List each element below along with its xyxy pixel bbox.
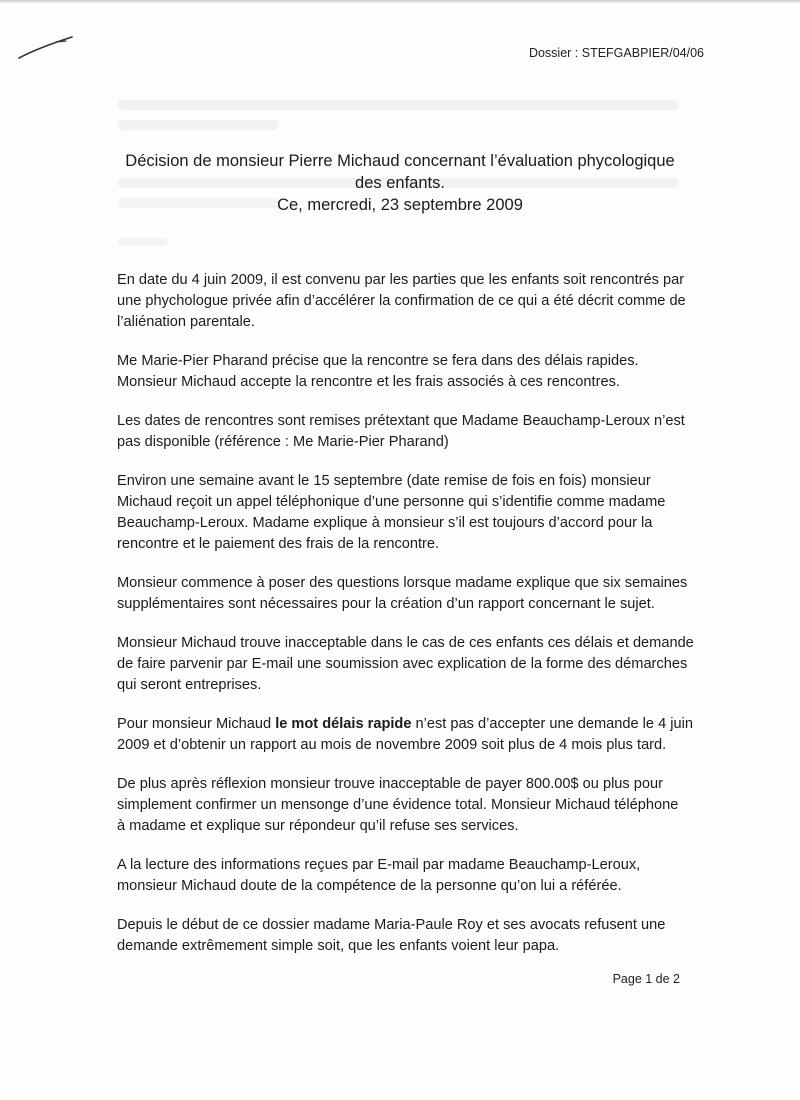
paragraph-line: Depuis le début de ce dossier madame Maria-Paule Roy et ses avocats refusent une [117, 917, 666, 933]
paragraph-line: Les dates de rencontres sont remises prétextant que Madame Beauchamp-Leroux n’est [117, 413, 685, 429]
paragraph-line: Michaud reçoit un appel téléphonique d’une personne qui s’identifie comme madame [117, 494, 666, 510]
paragraph [117, 471, 717, 555]
paragraph-line: Monsieur Michaud accepte la rencontre et les frais associés à ces rencontres. [117, 374, 620, 390]
paragraph-line: demande extrêmement simple soit, que les enfants voient leur papa. [117, 938, 560, 954]
document-title [100, 150, 700, 216]
paragraph-line: l’aliénation parentale. [117, 314, 255, 330]
title-line-2: des enfants. [355, 174, 445, 192]
paragraph-line: simplement confirmer un mensonge d’une évidence total. Monsieur Michaud téléphone [117, 797, 679, 813]
paragraph [117, 573, 717, 615]
paragraph-line: Monsieur commence à poser des questions lorsque madame explique que six semaines [117, 575, 688, 591]
paragraph [117, 633, 717, 696]
pen-stroke-mark [16, 32, 76, 62]
title-date: Ce, mercredi, 23 septembre 2009 [277, 196, 523, 214]
title-line-1: Décision de monsieur Pierre Michaud concernant l’évaluation phycologique [125, 152, 675, 170]
paragraph-line: monsieur Michaud doute de la compétence de la personne qu’on lui a référée. [117, 878, 622, 894]
text-run: n’est pas d’accepter une demande le 4 juin [411, 716, 693, 732]
paragraph-line: Beauchamp-Leroux. Madame explique à monsieur s’il est toujours d’accord pour la [117, 515, 653, 531]
bold-phrase: le mot délais rapide [275, 716, 412, 732]
paragraph-line: Environ une semaine avant le 15 septembre (date remise de fois en fois) monsieur [117, 473, 651, 489]
paragraph-line: qui seront entreprises. [117, 677, 262, 693]
paragraph-line: Monsieur Michaud trouve inacceptable dans le cas de ces enfants ces délais et demande [117, 635, 694, 651]
page-number: Page 1 de 2 [612, 972, 680, 986]
paragraph-line: de faire parvenir par E-mail une soumission avec explication de la forme des démarches [117, 656, 688, 672]
text-run: Pour monsieur Michaud [117, 716, 276, 732]
paragraph-line: A la lecture des informations reçues par E-mail par madame Beauchamp-Leroux, [117, 857, 641, 873]
paragraph-line: supplémentaires sont nécessaires pour la création d’un rapport concernant le sujet. [117, 596, 655, 612]
paragraph-line: Me Marie-Pier Pharand précise que la rencontre se fera dans des délais rapides. [117, 353, 639, 369]
scan-edge [0, 0, 800, 3]
paragraph-line: De plus après réflexion monsieur trouve inacceptable de payer 800.00$ ou plus pour [117, 776, 663, 792]
document-body [117, 270, 717, 975]
paragraph-line: En date du 4 juin 2009, il est convenu par les parties que les enfants soit rencontrés par [117, 272, 685, 288]
paragraph [117, 351, 717, 393]
paragraph [117, 714, 717, 756]
dossier-reference: Dossier : STEFGABPIER/04/06 [528, 46, 704, 60]
paragraph-line: à madame et explique sur répondeur qu’il refuse ses services. [117, 818, 519, 834]
paragraph [117, 270, 717, 333]
paragraph-line: pas disponible (référence : Me Marie-Pier Pharand) [117, 434, 449, 450]
paragraph [117, 774, 717, 837]
paragraph-line: une phychologue privée afin d’accélérer la confirmation de ce qui a été décrit comme de [117, 293, 686, 309]
paragraph-line: rencontre et le paiement des frais de la rencontre. [117, 536, 440, 552]
paragraph [117, 411, 717, 453]
paragraph-line [117, 714, 717, 735]
paragraph [117, 855, 717, 897]
paragraph-line: 2009 et d’obtenir un rapport au mois de novembre 2009 soit plus de 4 mois plus tard. [117, 737, 667, 753]
paragraph [117, 915, 717, 957]
